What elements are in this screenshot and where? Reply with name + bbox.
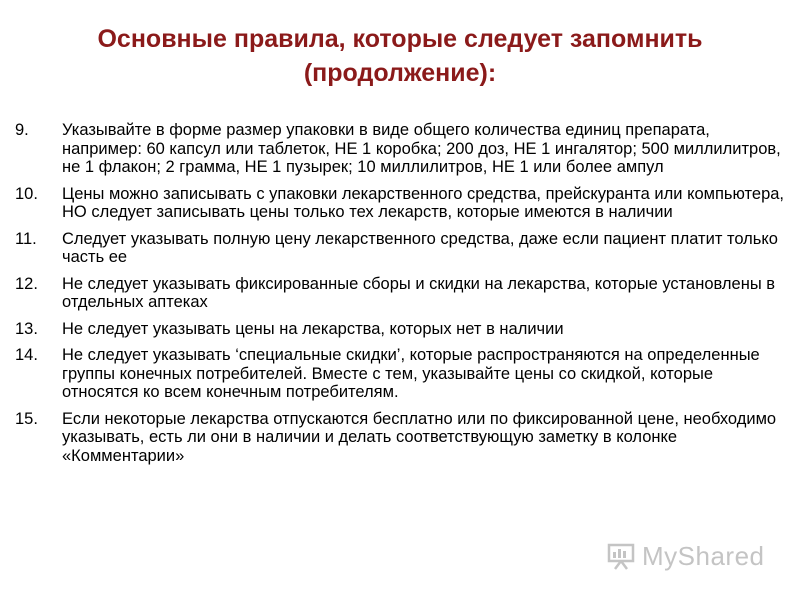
myshared-watermark bbox=[606, 538, 766, 574]
rule-number: 14. bbox=[15, 346, 38, 364]
rule-number: 9. bbox=[15, 121, 29, 139]
rule-item bbox=[0, 275, 800, 312]
rule-item bbox=[0, 320, 800, 339]
rule-number: 12. bbox=[15, 274, 38, 293]
rule-item bbox=[0, 410, 800, 466]
rule-item bbox=[0, 121, 800, 177]
watermark-text: MyShared bbox=[642, 540, 765, 571]
rule-text: Если некоторые лекарства отпускаются бесплатно или по фиксированной цене, необходимо указывать, есть ли они в наличии и делать соответствующую заметку в колонке «Комментарии» bbox=[62, 409, 777, 465]
rule-text: Не следует указывать фиксированные сборы и скидки на лекарства, которые установлены в отдельных аптеках bbox=[62, 274, 776, 311]
rule-number: 10. bbox=[15, 184, 38, 203]
rule-number: 11. bbox=[15, 229, 37, 248]
rule-item bbox=[0, 230, 800, 267]
slide-title-line-2: (продолжение): bbox=[303, 59, 497, 87]
slide-title-line-1: Основные правила, которые следует запомнить bbox=[97, 25, 703, 53]
rules-list bbox=[0, 121, 800, 473]
slide-title bbox=[20, 22, 780, 90]
rule-item bbox=[0, 346, 800, 402]
presentation-board-icon bbox=[606, 541, 636, 571]
rule-number: 15. bbox=[15, 409, 38, 428]
rule-number: 13. bbox=[15, 319, 38, 338]
rule-text: Не следует указывать цены на лекарства, которых нет в наличии bbox=[62, 319, 564, 338]
rule-text: Указывайте в форме размер упаковки в виде общего количества единиц препарата, например: 60 капсул или таблеток, НЕ 1 коробка; 200 доз, НЕ 1 ингалятор; 500 миллилитров, не 1 флакон; 2 грамма, НЕ 1 пузырек; 10 миллилитров, НЕ 1 или более ампул bbox=[62, 121, 781, 176]
rule-item bbox=[0, 185, 800, 222]
rule-text: Не следует указывать ‘специальные скидки’, которые распространяются на определенные группы конечных потребителей. Вместе с тем, указывайте цены со скидкой, которые относятся ко всем конечным потребителям. bbox=[62, 346, 760, 401]
rule-text: Следует указывать полную цену лекарственного средства, даже если пациент платит только часть ее bbox=[62, 229, 778, 266]
rule-text: Цены можно записывать с упаковки лекарственного средства, прейскуранта или компьютера, НО следует записывать цены только тех лекарств, которые имеются в наличии bbox=[62, 184, 785, 221]
